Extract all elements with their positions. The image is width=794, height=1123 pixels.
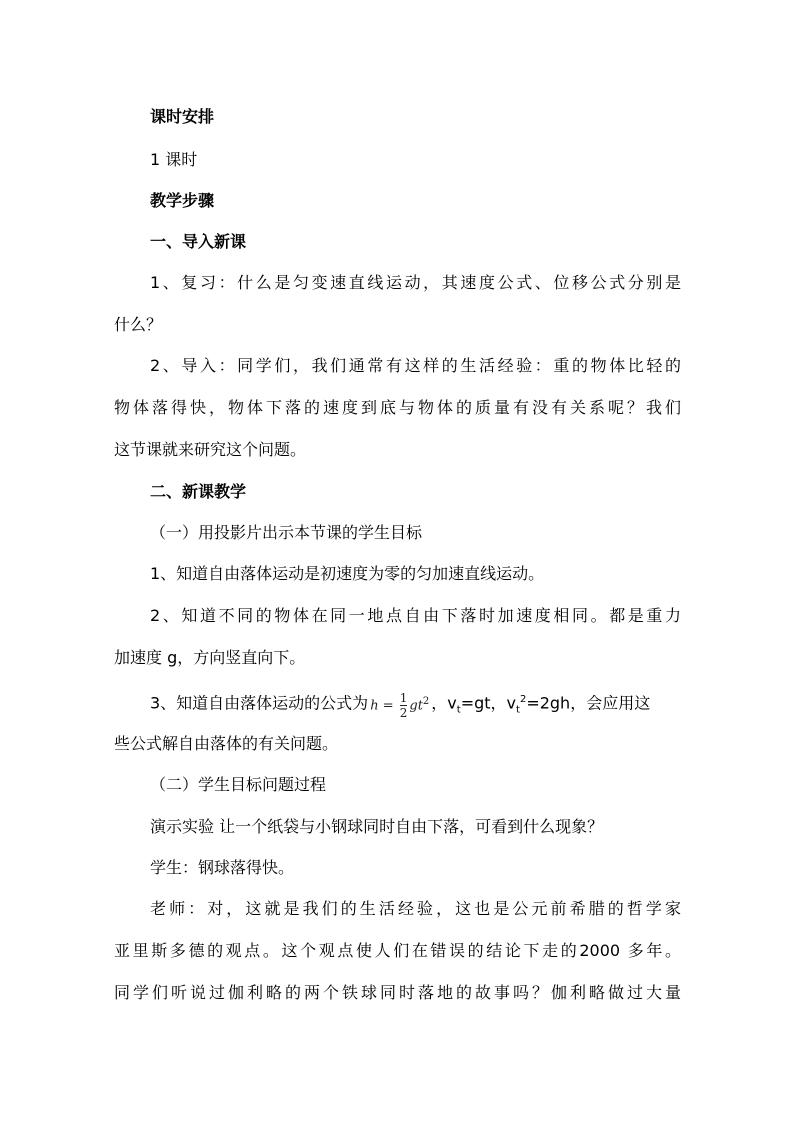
schedule-value: 1 课时 — [150, 150, 198, 169]
formula-square: 2 — [422, 695, 430, 707]
goal-2-line2: 加速度 g，方向竖直向下。 — [114, 648, 306, 667]
formula-fraction — [400, 692, 408, 719]
goal-3-sup-2: 2 — [519, 694, 527, 705]
teacher-line2: 亚里斯多德的观点。这个观点使人们在错误的结论下走的2000 多年。 — [114, 941, 681, 960]
paragraph-intro-line3: 这节课就来研究这个问题。 — [114, 440, 307, 459]
student-answer: 学生：钢球落得快。 — [150, 858, 295, 877]
heading-schedule: 课时安排 — [150, 107, 215, 126]
heading-steps: 教学步骤 — [150, 191, 215, 210]
paragraph-intro-line2: 物体落得快，物体下落的速度到底与物体的质量有没有关系呢？我们 — [114, 398, 681, 417]
goal-3-sub-t2: t — [516, 704, 520, 716]
goal-3-sub-t1: t — [456, 704, 461, 716]
subsection2-title: （二）学生目标问题过程 — [150, 775, 327, 794]
paragraph-review-line2: 什么？ — [114, 315, 163, 334]
demo-experiment: 演示实验 让一个纸袋与小钢球同时自由下落，可看到什么现象？ — [150, 817, 604, 836]
section1-title: 一、导入新课 — [150, 232, 247, 251]
subsection1-title: （一）用投影片出示本节课的学生目标 — [150, 523, 423, 542]
teacher-line1: 老师：对，这就是我们的生活经验，这也是公元前希腊的哲学家 — [150, 899, 681, 918]
goal-1: 1、知道自由落体运动是初速度为零的匀加速直线运动。 — [150, 564, 545, 583]
teacher-line3: 同学们听说过伽利略的两个铁球同时落地的故事吗？伽利略做过大量 — [114, 983, 681, 1002]
goal-2-line1: 2、知道不同的物体在同一地点自由下落时加速度相同。都是重力 — [150, 606, 681, 625]
formula-h: h — [370, 697, 379, 713]
formula-gt: gt — [409, 697, 423, 713]
paragraph-review-line1: 1、复习：什么是匀变速直线运动，其速度公式、位移公式分别是 — [150, 273, 681, 292]
fraction-numerator: 1 — [399, 690, 408, 705]
goal-3-line1 — [150, 683, 650, 728]
free-fall-formula — [370, 685, 429, 723]
goal-3-line2: 些公式解自由落体的有关问题。 — [114, 734, 339, 753]
goal-3-suffix: =2gh，会应用这 — [526, 693, 651, 713]
section2-title: 二、新课教学 — [150, 482, 247, 501]
goal-3-vt-b: =gt，v — [460, 693, 517, 713]
goal-3-prefix: 3、知道自由落体运动的公式为 — [150, 693, 369, 713]
goal-3-vt-a: ，v — [431, 693, 457, 713]
formula-equals: = — [378, 697, 398, 713]
paragraph-intro-line1: 2、导入：同学们，我们通常有这样的生活经验：重的物体比轻的 — [150, 356, 681, 375]
fraction-denominator: 2 — [399, 705, 408, 720]
